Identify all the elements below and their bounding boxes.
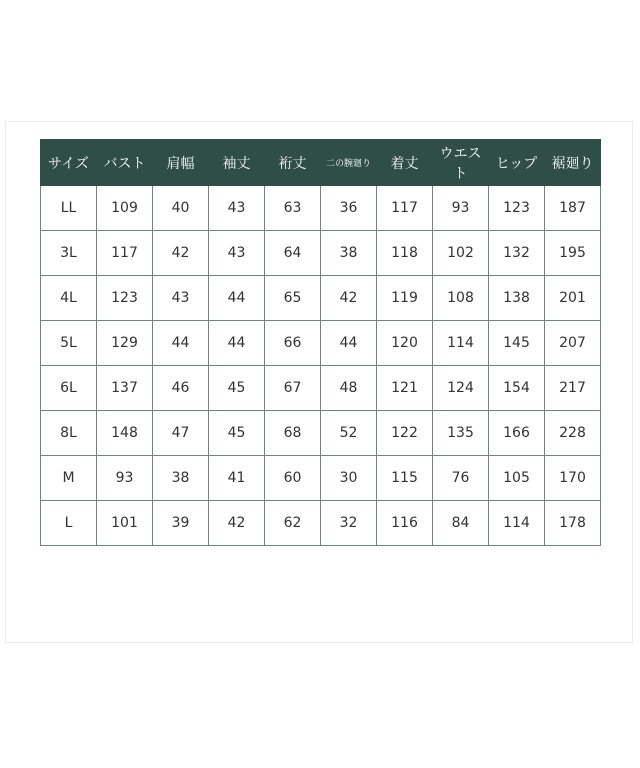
table-row	[41, 231, 601, 276]
cell-garment-length: 116	[377, 501, 433, 546]
cell-upper-arm: 52	[321, 411, 377, 456]
cell-size: 3L	[41, 231, 97, 276]
cell-hip: 105	[489, 456, 545, 501]
cell-yuki-length: 60	[265, 456, 321, 501]
cell-hem: 207	[545, 321, 601, 366]
header-shoulder-width: 肩幅	[153, 140, 209, 186]
table-row	[41, 186, 601, 231]
cell-sleeve-length: 43	[209, 186, 265, 231]
cell-sleeve-length: 42	[209, 501, 265, 546]
cell-size: 8L	[41, 411, 97, 456]
cell-hip: 123	[489, 186, 545, 231]
header-bust: バスト	[97, 140, 153, 186]
cell-waist: 135	[433, 411, 489, 456]
cell-shoulder-width: 46	[153, 366, 209, 411]
cell-waist: 76	[433, 456, 489, 501]
header-row	[41, 140, 601, 186]
cell-hem: 217	[545, 366, 601, 411]
cell-sleeve-length: 43	[209, 231, 265, 276]
cell-hip: 154	[489, 366, 545, 411]
cell-waist: 114	[433, 321, 489, 366]
header-size: サイズ	[41, 140, 97, 186]
cell-garment-length: 120	[377, 321, 433, 366]
cell-sleeve-length: 41	[209, 456, 265, 501]
header-hem: 裾廻り	[545, 140, 601, 186]
cell-waist: 124	[433, 366, 489, 411]
cell-sleeve-length: 44	[209, 276, 265, 321]
cell-size: 4L	[41, 276, 97, 321]
cell-hem: 201	[545, 276, 601, 321]
table-body	[41, 186, 601, 546]
cell-shoulder-width: 47	[153, 411, 209, 456]
cell-hip: 138	[489, 276, 545, 321]
header-upper-arm: 二の腕廻り	[321, 140, 377, 186]
cell-waist: 108	[433, 276, 489, 321]
cell-yuki-length: 68	[265, 411, 321, 456]
cell-bust: 109	[97, 186, 153, 231]
cell-hip: 114	[489, 501, 545, 546]
table-row	[41, 321, 601, 366]
cell-hip: 166	[489, 411, 545, 456]
cell-waist: 84	[433, 501, 489, 546]
cell-bust: 123	[97, 276, 153, 321]
cell-waist: 93	[433, 186, 489, 231]
cell-size: LL	[41, 186, 97, 231]
cell-garment-length: 119	[377, 276, 433, 321]
cell-upper-arm: 30	[321, 456, 377, 501]
cell-garment-length: 122	[377, 411, 433, 456]
cell-sleeve-length: 45	[209, 411, 265, 456]
cell-yuki-length: 63	[265, 186, 321, 231]
cell-upper-arm: 42	[321, 276, 377, 321]
cell-hem: 228	[545, 411, 601, 456]
header-garment-length: 着丈	[377, 140, 433, 186]
table-row	[41, 276, 601, 321]
cell-hem: 187	[545, 186, 601, 231]
cell-waist: 102	[433, 231, 489, 276]
cell-upper-arm: 38	[321, 231, 377, 276]
table-header	[41, 140, 601, 186]
cell-upper-arm: 44	[321, 321, 377, 366]
cell-hem: 178	[545, 501, 601, 546]
cell-shoulder-width: 39	[153, 501, 209, 546]
header-yuki-length: 裄丈	[265, 140, 321, 186]
cell-size: 6L	[41, 366, 97, 411]
cell-hip: 132	[489, 231, 545, 276]
cell-shoulder-width: 43	[153, 276, 209, 321]
cell-bust: 148	[97, 411, 153, 456]
size-chart-table	[40, 139, 601, 546]
cell-hem: 195	[545, 231, 601, 276]
cell-upper-arm: 36	[321, 186, 377, 231]
cell-yuki-length: 65	[265, 276, 321, 321]
table-row	[41, 501, 601, 546]
cell-shoulder-width: 44	[153, 321, 209, 366]
header-sleeve-length: 袖丈	[209, 140, 265, 186]
cell-bust: 117	[97, 231, 153, 276]
cell-size: M	[41, 456, 97, 501]
cell-bust: 129	[97, 321, 153, 366]
table-row	[41, 411, 601, 456]
cell-shoulder-width: 38	[153, 456, 209, 501]
cell-garment-length: 121	[377, 366, 433, 411]
cell-hip: 145	[489, 321, 545, 366]
cell-bust: 93	[97, 456, 153, 501]
cell-upper-arm: 48	[321, 366, 377, 411]
cell-garment-length: 115	[377, 456, 433, 501]
cell-yuki-length: 66	[265, 321, 321, 366]
header-hip: ヒップ	[489, 140, 545, 186]
cell-size: L	[41, 501, 97, 546]
cell-shoulder-width: 40	[153, 186, 209, 231]
table-row	[41, 366, 601, 411]
header-waist: ウエスト	[433, 140, 489, 186]
cell-bust: 137	[97, 366, 153, 411]
cell-hem: 170	[545, 456, 601, 501]
table-row	[41, 456, 601, 501]
cell-garment-length: 117	[377, 186, 433, 231]
cell-size: 5L	[41, 321, 97, 366]
cell-upper-arm: 32	[321, 501, 377, 546]
cell-garment-length: 118	[377, 231, 433, 276]
cell-sleeve-length: 44	[209, 321, 265, 366]
cell-bust: 101	[97, 501, 153, 546]
cell-shoulder-width: 42	[153, 231, 209, 276]
cell-yuki-length: 67	[265, 366, 321, 411]
cell-yuki-length: 64	[265, 231, 321, 276]
cell-sleeve-length: 45	[209, 366, 265, 411]
cell-yuki-length: 62	[265, 501, 321, 546]
